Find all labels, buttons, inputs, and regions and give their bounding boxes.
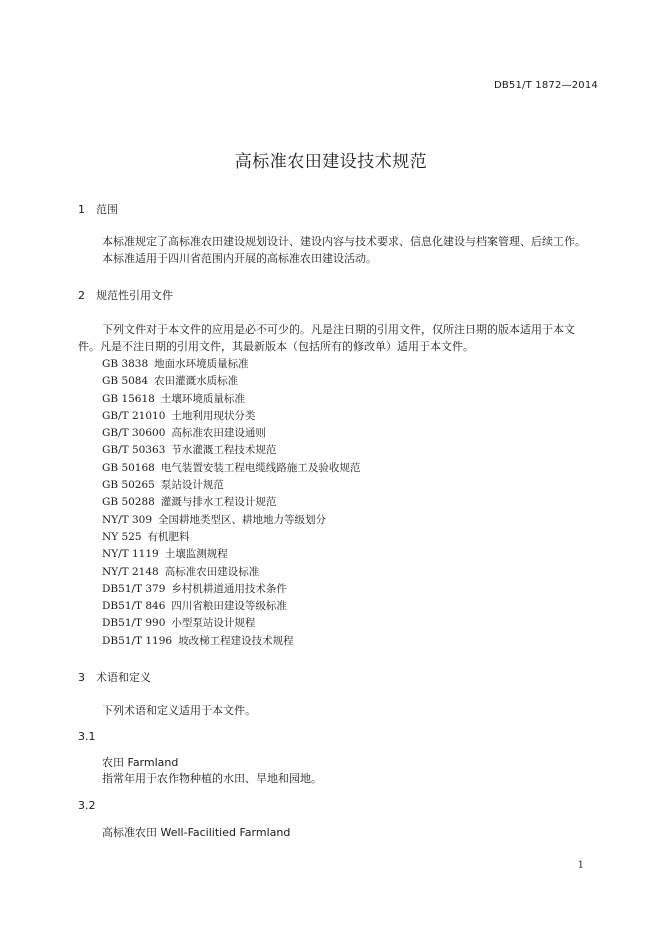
ref-code: GB 50168 (102, 461, 155, 474)
ref-code: NY 525 (102, 530, 142, 543)
ref-name: 泵站设计规范 (160, 479, 224, 492)
section-number: 3 (78, 671, 85, 684)
section-title: 规范性引用文件 (96, 289, 173, 302)
list-item (102, 598, 360, 615)
ref-name: 四川省粮田建设等级标准 (171, 600, 287, 613)
terms-intro: 下列术语和定义适用于本文件。 (102, 704, 256, 717)
ref-code: GB 50265 (102, 479, 155, 492)
list-item (102, 581, 360, 598)
section-number: 1 (78, 203, 85, 216)
ref-name: 土地利用现状分类 (171, 409, 256, 422)
ref-name: 有机肥料 (147, 530, 190, 543)
list-item (102, 391, 360, 408)
ref-code: GB 5084 (102, 375, 149, 388)
ref-name: 坡改梯工程建设技术规程 (178, 634, 294, 647)
reference-list (102, 356, 360, 650)
ref-code: GB 3838 (102, 358, 149, 370)
list-item (102, 529, 360, 546)
ref-name: 高标准农田建设标准 (164, 565, 260, 578)
ref-code: NY/T 2148 (102, 565, 159, 578)
ref-code: NY/T 1119 (102, 548, 159, 561)
ref-code: GB 50288 (102, 496, 155, 509)
section-heading-scope (78, 201, 118, 217)
ref-code: GB/T 50363 (102, 444, 166, 457)
list-item (102, 546, 360, 563)
ref-name: 乡村机耕道通用技术条件 (171, 582, 287, 595)
list-item (102, 460, 360, 477)
refs-intro-line-1: 下列文件对于本文件的应用是必不可少的。凡是注日期的引用文件，仅所注日期的版本适用于本文 (102, 323, 575, 336)
scope-paragraph-2: 本标准适用于四川省范围内开展的高标准农田建设活动。 (102, 252, 377, 265)
list-item (102, 442, 360, 459)
ref-name: 地面水环境质量标准 (154, 358, 249, 370)
ref-code: GB/T 30600 (102, 427, 166, 440)
list-item (102, 564, 360, 581)
document-code: DB51/T 1872—2014 (493, 80, 598, 91)
document-title: 高标准农田建设技术规范 (234, 152, 428, 172)
ref-code: GB/T 21010 (102, 409, 166, 422)
list-item (102, 633, 360, 650)
term-definition: 指常年用于农作物种植的水田、旱地和园地。 (102, 772, 322, 785)
ref-code: DB51/T 379 (102, 582, 166, 595)
refs-intro-line-2: 件。凡是不注日期的引用文件，其最新版本（包括所有的修改单）适用于本文件。 (78, 340, 474, 353)
ref-name: 高标准农田建设通则 (171, 427, 266, 440)
section-title: 范围 (96, 203, 118, 216)
ref-name: 土壤监测规程 (164, 548, 228, 561)
section-number: 2 (78, 289, 85, 302)
ref-name: 农田灌溉水质标准 (154, 375, 239, 388)
section-heading-normative-refs (78, 287, 173, 303)
ref-code: DB51/T 990 (102, 617, 166, 630)
section-heading-terms (78, 669, 151, 685)
list-item (102, 373, 360, 390)
ref-name: 电气装置安装工程电缆线路施工及验收规范 (160, 461, 361, 474)
ref-name: 土壤环境质量标准 (160, 392, 245, 405)
term-name: 高标准农田 Well-Facilitied Farmland (102, 826, 291, 839)
list-item (102, 494, 360, 511)
term-number: 3.1 (78, 730, 96, 743)
ref-code: NY/T 309 (102, 513, 153, 526)
scope-paragraph-1: 本标准规定了高标准农田建设规划设计、建设内容与技术要求、信息化建设与档案管理、后续工作。 (102, 235, 586, 248)
list-item (102, 356, 360, 373)
ref-name: 节水灌溉工程技术规范 (171, 444, 277, 457)
page-number: 1 (577, 860, 584, 871)
term-name: 农田 Farmland (102, 756, 179, 769)
list-item (102, 512, 360, 529)
list-item (102, 425, 360, 442)
ref-name: 全国耕地类型区、耕地地力等级划分 (158, 513, 327, 526)
ref-code: DB51/T 846 (102, 600, 166, 613)
term-number: 3.2 (78, 799, 96, 812)
ref-code: GB 15618 (102, 392, 155, 405)
ref-code: DB51/T 1196 (102, 634, 173, 647)
list-item (102, 408, 360, 425)
list-item (102, 477, 360, 494)
ref-name: 灌溉与排水工程设计规范 (160, 496, 277, 509)
section-title: 术语和定义 (96, 671, 151, 684)
list-item (102, 615, 360, 632)
ref-name: 小型泵站设计规程 (171, 617, 256, 630)
